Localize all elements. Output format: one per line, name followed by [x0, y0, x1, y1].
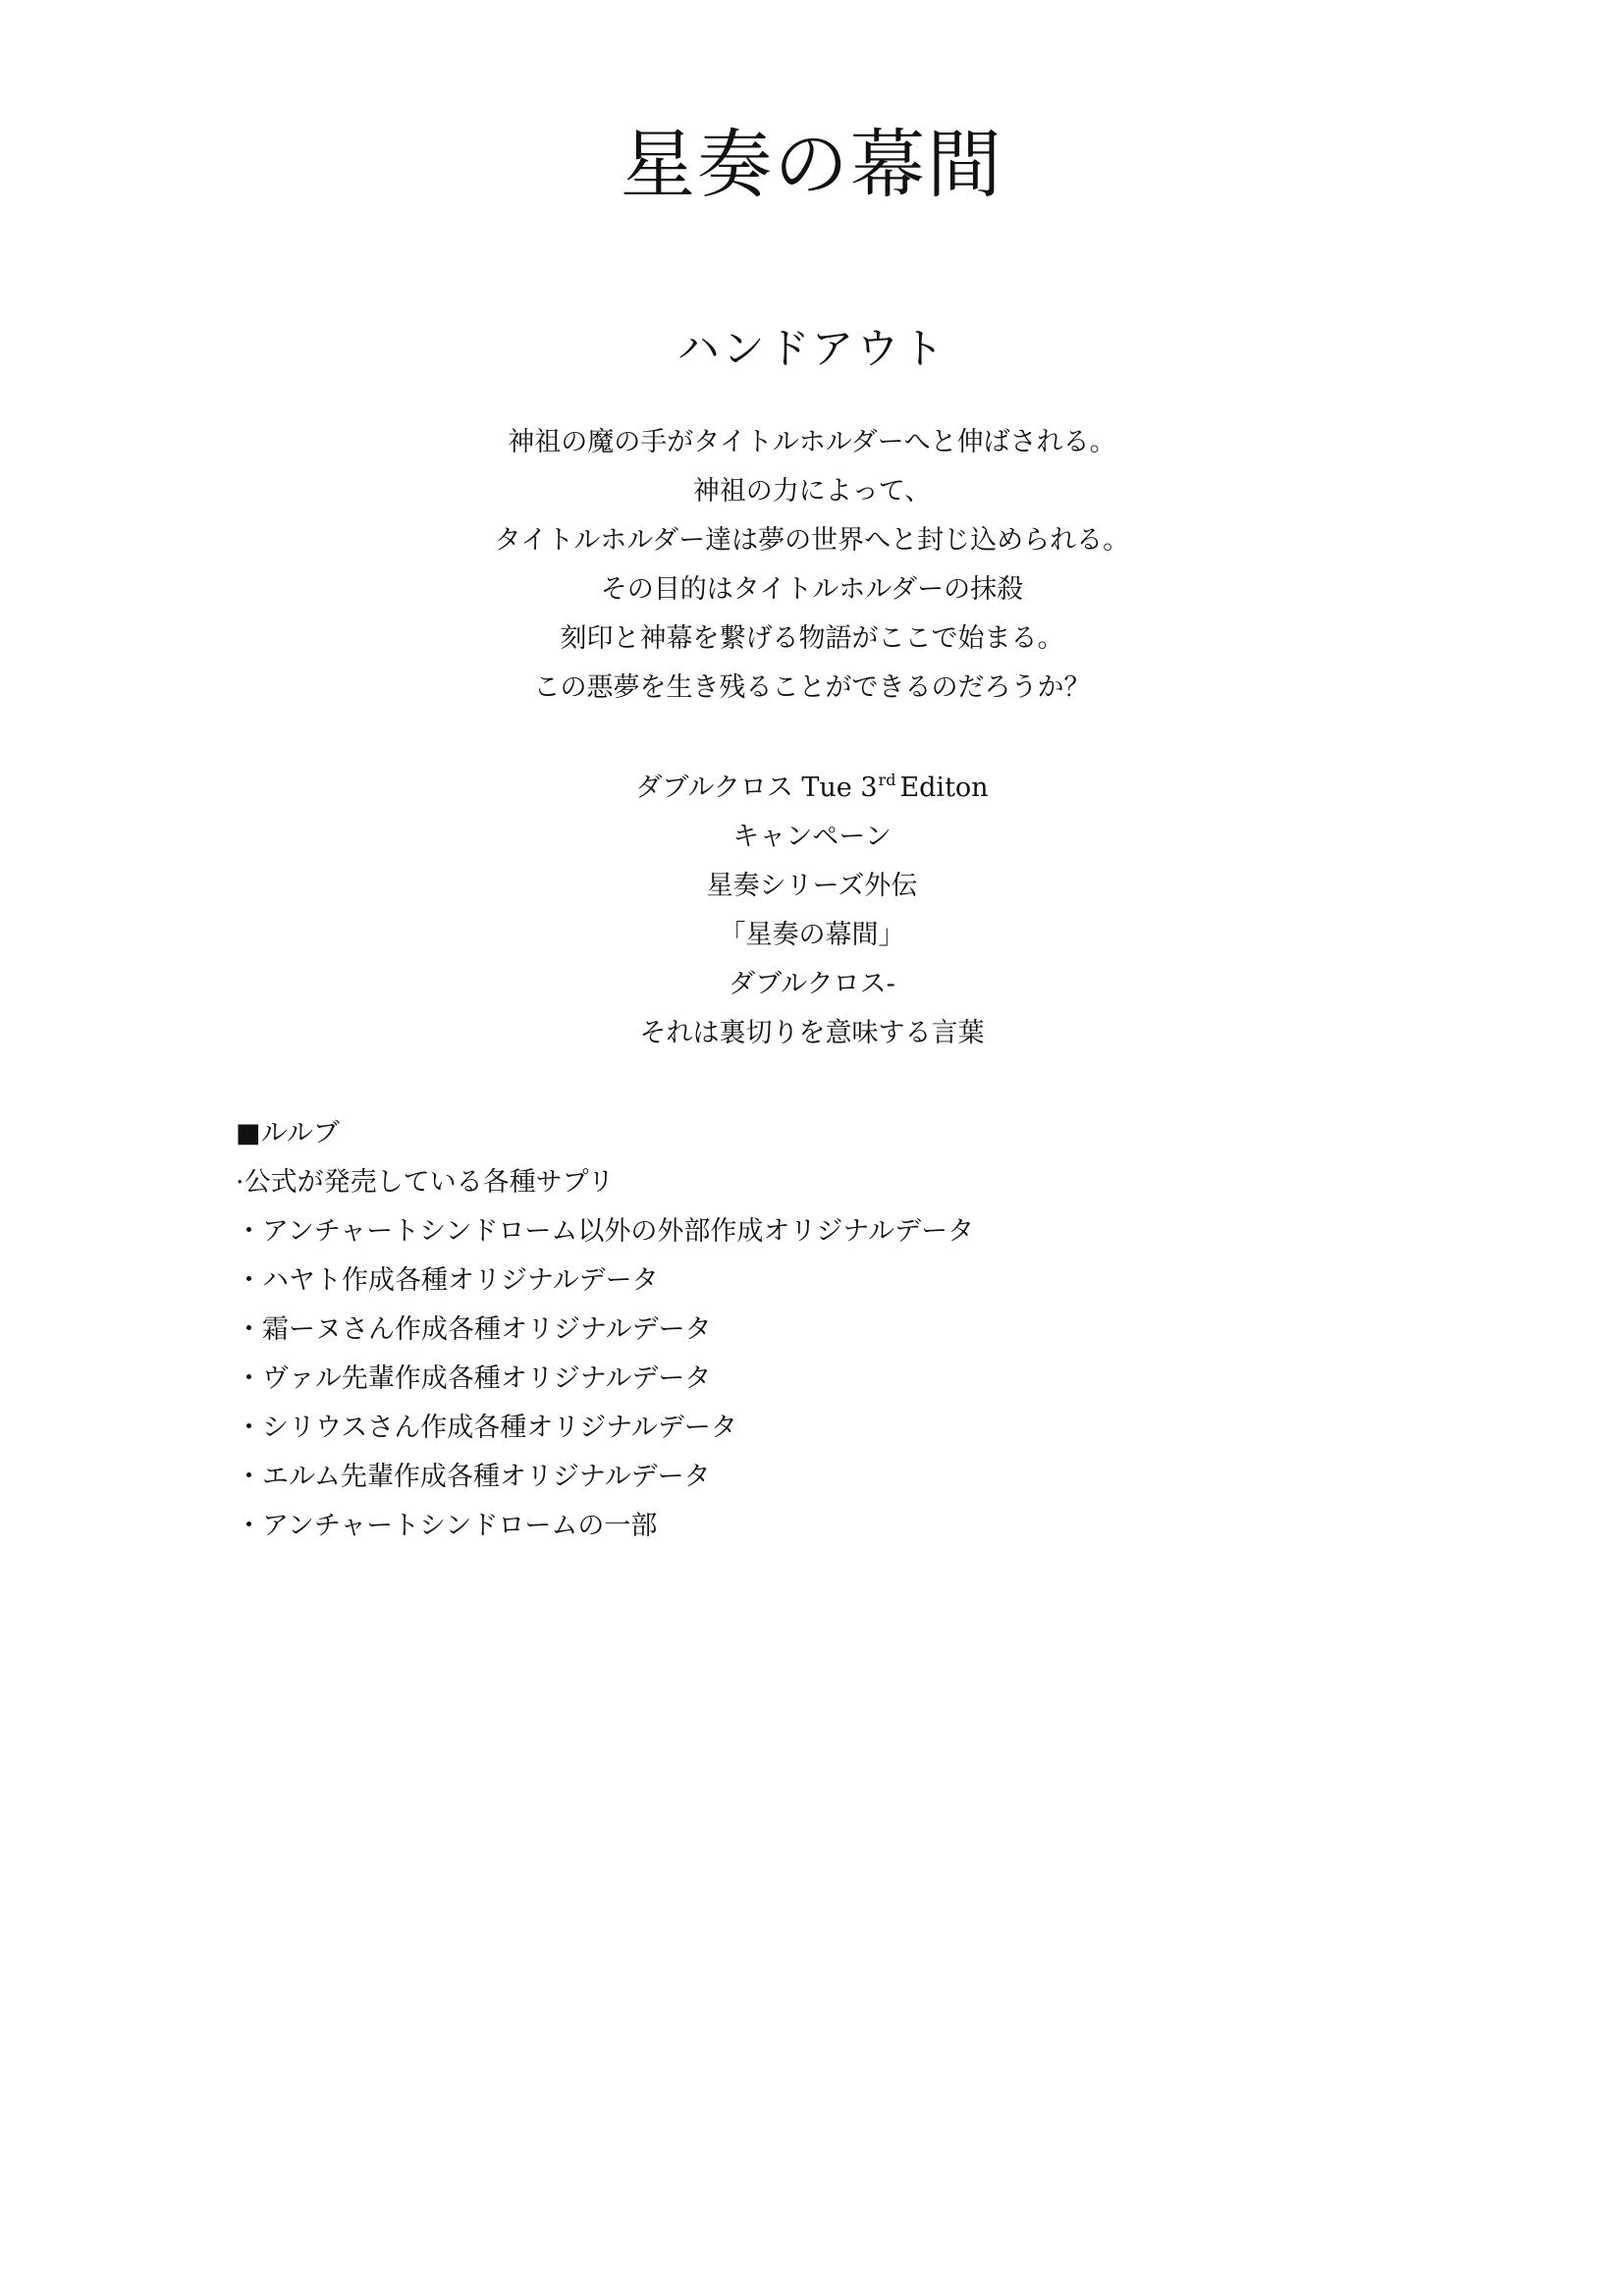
campaign-info [0, 764, 1624, 1058]
rulebook-item: ・アンチャートシンドローム以外の外部作成オリジナルデータ [236, 1216, 975, 1247]
handout-text [0, 418, 1624, 713]
campaign-line: ダブルクロス- [729, 969, 895, 999]
rulebook-item: ・アンチャートシンドロームの一部 [236, 1511, 658, 1541]
rulebook-item: ・シリウスさん作成各種オリジナルデータ [236, 1413, 737, 1443]
handout-line: タイトルホルダー達は夢の世界へと封じ込められる。 [494, 525, 1130, 556]
campaign-line: それは裏切りを意味する言葉 [639, 1018, 985, 1048]
campaign-line: 「星奏の幕間」 [719, 920, 905, 950]
campaign-line: 星奏シリーズ外伝 [706, 871, 918, 901]
rulebook-item: ・ハヤト作成各種オリジナルデータ [236, 1265, 659, 1296]
system-name-suffix: Editon [899, 773, 989, 803]
system-name-superscript: rd [878, 771, 896, 789]
rulebook-item: ・エルム先輩作成各種オリジナルデータ [236, 1462, 711, 1492]
handout-line: その目的はタイトルホルダーの抹殺 [600, 574, 1024, 605]
handout-heading: ハンドアウト [677, 325, 947, 374]
rulebook-item: ・霜ーヌさん作成各種オリジナルデータ [236, 1314, 712, 1345]
rulebook-item: ・ヴァル先輩作成各種オリジナルデータ [236, 1363, 712, 1394]
handout-line: 神祖の力によって、 [692, 476, 932, 507]
rulebook-list [236, 1109, 1414, 1551]
handout-line: この悪夢を生き残ることができるのだろうか？ [533, 672, 1091, 703]
system-name-prefix: ダブルクロス Tue 3 [635, 773, 878, 803]
document-title: 星奏の幕間 [621, 121, 1003, 208]
rulebook-item: ·公式が発売している各種サプリ [236, 1167, 615, 1198]
handout-line: 神祖の魔の手がタイトルホルダーへと伸ばされる。 [508, 427, 1116, 457]
campaign-line: キャンペーン [732, 822, 892, 852]
handout-line: 刻印と神幕を繋げる物語がここで始まる。 [560, 623, 1064, 654]
rulebook-heading: ■ルルブ [236, 1118, 340, 1148]
system-name-line [0, 764, 1624, 813]
